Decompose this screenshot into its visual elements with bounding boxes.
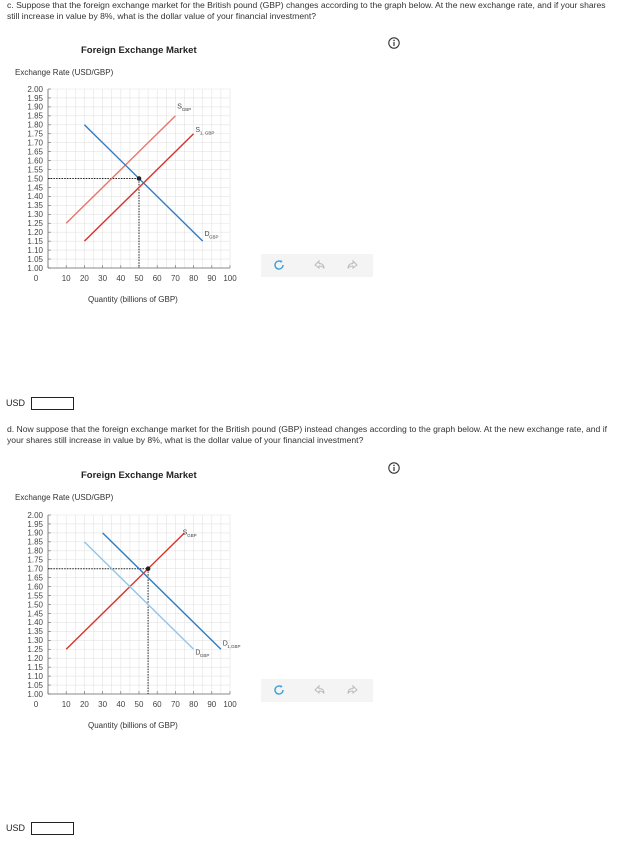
x-tick-label: 50 <box>134 700 144 709</box>
curve-label-sub-d-gbp: GBP <box>209 234 219 240</box>
y-tick-label: 1.80 <box>27 120 43 130</box>
question-d-text: d. Now suppose that the foreign exchange market for the British pound (GBP) instead changes according to the graph below. At the new exchange rate, and if your shares still increase in value by 8%, what is the dollar value of your financial investment? <box>7 424 608 445</box>
y-tick-label: 1.30 <box>27 636 43 646</box>
x-tick-label: 70 <box>170 274 180 283</box>
y-tick-label: 1.15 <box>27 236 43 246</box>
y-tick-label: 1.35 <box>27 627 43 637</box>
y-tick-label: 2.00 <box>27 510 43 520</box>
y-tick-label: 1.50 <box>27 600 43 610</box>
y-tick-label: 1.35 <box>27 201 43 211</box>
x-tick-label: 30 <box>98 274 108 283</box>
y-tick-label: 1.10 <box>27 671 43 681</box>
curve-label-s1-gbp: S <box>195 126 201 134</box>
x-tick-label: 20 <box>79 274 89 283</box>
x-tick-label: 50 <box>134 274 144 283</box>
chart-d-ylabel: Exchange Rate (USD/GBP) <box>15 493 114 502</box>
y-tick-label: 1.90 <box>27 528 43 538</box>
curve-label-sub-s-gbp: GBP <box>187 533 197 539</box>
y-tick-label: 1.55 <box>27 591 43 601</box>
y-tick-label: 1.10 <box>27 245 43 255</box>
x-tick-label: 10 <box>61 274 71 283</box>
y-tick-label: 1.25 <box>27 219 43 229</box>
y-tick-label: 1.80 <box>27 546 43 556</box>
answer-input-d[interactable] <box>31 822 74 835</box>
y-tick-label: 1.45 <box>27 183 43 193</box>
curve-label-d-gbp: D <box>204 230 210 238</box>
y-tick-label: 1.20 <box>27 228 43 237</box>
x-tick-label: 80 <box>189 700 199 709</box>
usd-label-d: USD <box>6 823 26 833</box>
y-tick-label: 1.65 <box>27 573 43 583</box>
y-tick-label: 1.75 <box>27 555 43 565</box>
y-tick-label: 1.90 <box>27 102 43 112</box>
x-tick-label: 80 <box>189 274 199 283</box>
y-tick-label: 2.00 <box>27 84 43 94</box>
y-tick-label: 1.45 <box>27 609 43 619</box>
y-tick-label: 1.15 <box>27 662 43 672</box>
x-tick-label: 100 <box>223 274 237 283</box>
curve-d1-gbp <box>103 533 221 649</box>
y-tick-label: 1.75 <box>27 129 43 139</box>
x-tick-label: 90 <box>207 274 217 283</box>
curve-label-s-gbp: S <box>182 529 188 537</box>
question-c-text: c. Suppose that the foreign exchange market for the British pound (GBP) changes according to the graph below. At the new exchange rate, and if your shares still increase in value by 8%, what is the dollar value of your financial investment? <box>7 0 606 21</box>
curve-label-d1-gbp: D <box>222 640 228 648</box>
y-tick-label: 1.30 <box>27 210 43 220</box>
y-tick-label: 1.25 <box>27 645 43 655</box>
reset-icon[interactable] <box>271 682 287 698</box>
y-tick-label: 1.05 <box>27 680 43 690</box>
chart-d-toolbar <box>261 679 373 702</box>
chart-d-title: Foreign Exchange Market <box>81 470 197 481</box>
chart-grid <box>48 515 230 694</box>
curve-label-d-gbp: D <box>195 649 201 657</box>
y-tick-label: 1.55 <box>27 165 43 175</box>
usd-label-c: USD <box>6 398 26 408</box>
y-tick-label: 1.40 <box>27 192 43 202</box>
y-tick-label: 1.20 <box>27 654 43 663</box>
chart-c-xlabel: Quantity (billions of GBP) <box>88 295 178 304</box>
curve-label-s-gbp: S <box>177 103 182 111</box>
x-tick-label: 90 <box>207 700 217 709</box>
chart-c-ylabel: Exchange Rate (USD/GBP) <box>15 68 114 77</box>
x-tick-label: 40 <box>116 274 126 283</box>
y-tick-label: 1.85 <box>27 111 43 121</box>
y-tick-label: 1.95 <box>27 93 43 103</box>
x-tick-label: 0 <box>33 700 39 709</box>
x-tick-label: 100 <box>223 700 237 709</box>
x-tick-label: 0 <box>33 274 39 283</box>
x-tick-label: 40 <box>116 700 126 709</box>
chart-c-title: Foreign Exchange Market <box>81 45 197 56</box>
redo-icon[interactable] <box>345 682 361 698</box>
x-tick-label: 70 <box>170 700 180 709</box>
y-tick-label: 1.05 <box>27 254 43 264</box>
y-tick-label: 1.00 <box>27 689 43 699</box>
equilibrium-point <box>146 566 151 571</box>
x-tick-label: 30 <box>98 700 108 709</box>
undo-icon[interactable] <box>311 682 327 698</box>
x-tick-label: 60 <box>152 274 162 283</box>
y-tick-label: 1.60 <box>27 582 43 592</box>
curve-s-gbp <box>66 533 184 649</box>
x-tick-label: 20 <box>79 700 89 709</box>
y-tick-label: 1.50 <box>27 174 43 184</box>
y-tick-label: 1.85 <box>27 537 43 547</box>
y-tick-label: 1.40 <box>27 618 43 628</box>
curve-label-sub-d-gbp: GBP <box>199 653 210 659</box>
y-tick-label: 1.70 <box>27 564 43 574</box>
y-tick-label: 1.00 <box>27 263 43 273</box>
y-tick-label: 1.95 <box>27 519 43 529</box>
y-tick-label: 1.65 <box>27 147 43 157</box>
curve-label-sub-d1-gbp: 1,GBP <box>227 644 241 650</box>
x-tick-label: 60 <box>152 700 162 709</box>
y-tick-label: 1.70 <box>27 138 43 148</box>
curve-label-sub-s-gbp: GBP <box>181 107 192 113</box>
chart-d-xlabel: Quantity (billions of GBP) <box>88 721 178 730</box>
y-tick-label: 1.60 <box>27 156 43 166</box>
curve-label-sub-s1-gbp: 1, GBP <box>199 130 215 136</box>
x-tick-label: 10 <box>61 700 71 709</box>
